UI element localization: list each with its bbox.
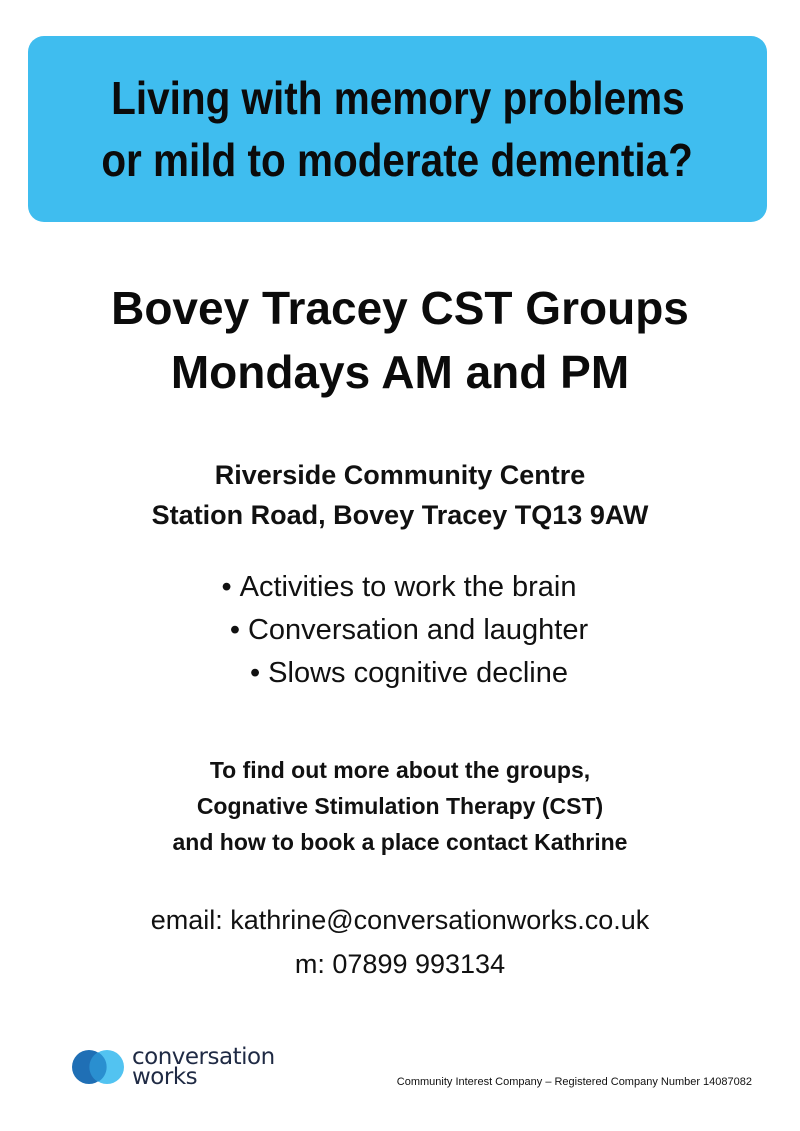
headline-line-1: Living with memory problems xyxy=(110,72,685,124)
group-title-line-1: Bovey Tracey CST Groups xyxy=(111,282,689,334)
headline-line-2: or mild to moderate dementia? xyxy=(101,134,694,186)
list-item xyxy=(0,609,800,652)
list-item-text: Slows cognitive decline xyxy=(268,657,568,689)
more-info xyxy=(0,752,800,860)
group-title-line-2: Mondays AM and PM xyxy=(170,346,630,398)
phone-line[interactable]: m: 07899 993134 xyxy=(294,949,506,979)
list-item xyxy=(0,566,800,609)
conversation-works-logo xyxy=(70,1042,275,1092)
venue-name: Riverside Community Centre xyxy=(214,460,586,490)
group-title xyxy=(0,276,800,404)
bullet-icon: • xyxy=(250,657,261,689)
logo-word-conversation: conversation xyxy=(132,1044,275,1070)
more-info-line-2: Cognative Stimulation Therapy (CST) xyxy=(196,793,604,819)
email-line[interactable]: email: kathrine@conversationworks.co.uk xyxy=(150,905,650,935)
logo-wordmark xyxy=(132,1044,275,1090)
list-item xyxy=(0,652,800,695)
list-item-text: Conversation and laughter xyxy=(247,614,589,646)
venue-street: Station Road, Bovey Tracey TQ13 9AW xyxy=(151,500,649,530)
bullet-icon: • xyxy=(229,614,240,646)
venue-address xyxy=(0,455,800,535)
logo-word-works: works xyxy=(132,1064,198,1090)
contact-details xyxy=(0,898,800,986)
list-item-text: Activities to work the brain xyxy=(239,571,577,603)
overlapping-circles-logo-icon xyxy=(70,1047,128,1087)
company-registration-note: Community Interest Company – Registered Company Number 14087082 xyxy=(396,1076,752,1088)
more-info-line-3: and how to book a place contact Kathrine xyxy=(172,829,628,855)
more-info-line-1: To find out more about the groups, xyxy=(209,757,591,783)
headline-banner xyxy=(28,36,767,222)
benefits-list xyxy=(0,566,800,695)
bullet-icon: • xyxy=(221,571,232,603)
